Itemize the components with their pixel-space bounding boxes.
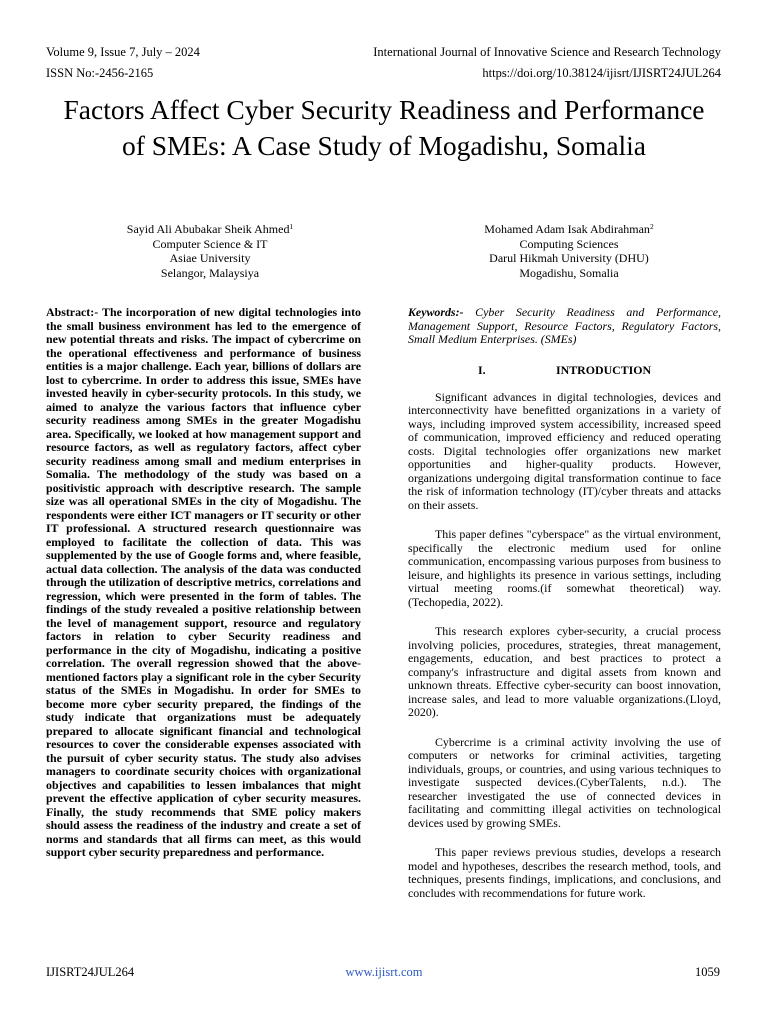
running-header-journal: International Journal of Innovative Science and Research Technology <box>373 45 721 59</box>
author-name <box>90 222 330 237</box>
intro-paragraph-5: This paper reviews previous studies, develops a research model and hypotheses, describes the research method, tools, and techniques, presents findings, implications, and conclusions, and concludes with recommendations for future work. <box>408 845 721 900</box>
running-header-issn: ISSN No:-2456-2165 <box>46 66 154 80</box>
intro-paragraph-1: Significant advances in digital technologies, devices and interconnectivity have benefitted organizations in a variety of ways, including improved system accessibility, increased speed of communication, improved efficiency and reduced operating costs. Digital technologies offer organizations new market opportunities and higher-quality products. However, organizations undergoing digital transformation continue to face the risk of information technology (IT)/cyber threats and attacks on their assets. <box>408 389 721 512</box>
author-department: Computing Sciences <box>519 236 619 251</box>
author-institution: Asiae University <box>169 251 251 265</box>
footer-page-number: 1059 <box>695 965 720 979</box>
abstract-text: The incorporation of new digital technologies into the small business environment has led to the emergence of new potential threats and risks. The impact of cybercrime on the operational effectiveness and performance of business entities is a major challenge. Each year, billions of dollars are lost to cybercrime. In order to address this issue, SMEs have invested heavily in cyber-security protocols. In this study, we aimed to analyze the various factors that influence cyber security readiness among SMEs in the greater Mogadishu area. Specifically, we looked at how management support and resource factors, as well as regulatory factors, affect cyber security readiness among small and medium enterprises in Somalia. The methodology of the study was based on a positivistic approach with descriptive research. The sample size was all operational SMEs in the city of Mogadishu. The respondents were either ICT managers or IT security or other IT professional. A structured research questionnaire was employed to facilitate the collection of data. This was supplemented by the use of Google forms and, where feasible, actual data collection. The analysis of the data was conducted through the utilization of descriptive metrics, correlations and regression, which were presented in the form of tables. The findings of the study revealed a positive relationship between the level of management support, resource and regulatory factors in relation to cyber Security readiness and performance in the city of Mogadishu, indicating a positive correlation. The overall regression showed that the above-mentioned factors play a significant role in the cyber Security status of the SMEs in Mogadishu. In order for SMEs to become more cyber security prepared, the findings of the study indicate that organizations must be adequately prepared to allocate significant financial and technological resources to cover the considerable expenses associated with the pursuit of cyber security status. The study also advises managers to coordinate security choices with organizational objectives and capabilities to lessen imbalances that might prevent the effective application of cyber security measures. Finally, the study recommends that SME policy makers should assess the readiness of the industry and create a set of norms and standards that all firms can meet, as this would support cyber security preparedness and performance. <box>46 305 361 859</box>
author-name-text: Mohamed Adam Isak Abdirahman <box>484 222 650 236</box>
section-title: INTRODUCTION <box>556 362 652 377</box>
author-institution: Darul Hikmah University (DHU) <box>489 251 649 265</box>
footer-paper-code: IJISRT24JUL264 <box>46 965 135 979</box>
running-header-doi[interactable]: https://doi.org/10.38124/ijisrt/IJISRT24JUL264 <box>482 66 721 80</box>
author-block-2 <box>444 222 694 280</box>
left-column <box>46 306 361 860</box>
abstract-label: Abstract:- <box>46 305 99 319</box>
section-number: I. <box>478 362 486 377</box>
author-name-text: Sayid Ali Abubakar Sheik Ahmed <box>126 222 290 236</box>
abstract <box>46 306 361 860</box>
footer-website-link[interactable]: www.ijisrt.com <box>345 965 423 979</box>
keywords <box>408 306 721 347</box>
keywords-label: Keywords:- <box>408 305 464 319</box>
author-affiliation-mark: 2 <box>649 222 654 231</box>
author-block-1 <box>90 222 330 280</box>
intro-paragraph-2: This paper defines "cyberspace" as the virtual environment, specifically the electronic medium used for online communication, encompassing various purposes from business to leisure, and highlights its presence in various settings, including virtual meeting rooms.(if somewhat theoretical) way. (Techopedia, 2022). <box>408 527 721 609</box>
author-affiliation-mark: 1 <box>289 222 294 231</box>
intro-paragraph-4: Cybercrime is a criminal activity involving the use of computers or networks for criminal activities, targeting individuals, groups, or countries, and using various techniques to investigate suspected devices.(CyberTalents, n.d.). The researcher investigated the use of connected devices in facilitating and committing illegal activities on technological devices used by growing SMEs. <box>408 734 721 830</box>
author-name <box>444 222 694 237</box>
running-header-volume: Volume 9, Issue 7, July – 2024 <box>46 45 200 59</box>
right-column <box>408 306 721 916</box>
author-location: Mogadishu, Somalia <box>519 265 619 280</box>
author-department: Computer Science & IT <box>152 236 268 251</box>
section-heading-introduction <box>408 363 721 377</box>
keywords-text: Cyber Security Readiness and Performance, Management Support, Resource Factors, Regulatory Factors, Small Medium Enterprises. (SMEs) <box>408 305 721 346</box>
paper-title: Factors Affect Cyber Security Readiness and Performance of SMEs: A Case Study of Mogadishu, Somalia <box>63 94 705 161</box>
author-location: Selangor, Malaysiya <box>160 265 260 280</box>
intro-paragraph-3: This research explores cyber-security, a crucial process involving policies, procedures, strategies, threat management, engagements, education, and best practices to protect a company's infrastructure and digital assets from known and unknown threats. Effective cyber-security can boost innovation, increase sales, and lead to more valuable organizations.(Lloyd, 2020). <box>408 624 721 719</box>
